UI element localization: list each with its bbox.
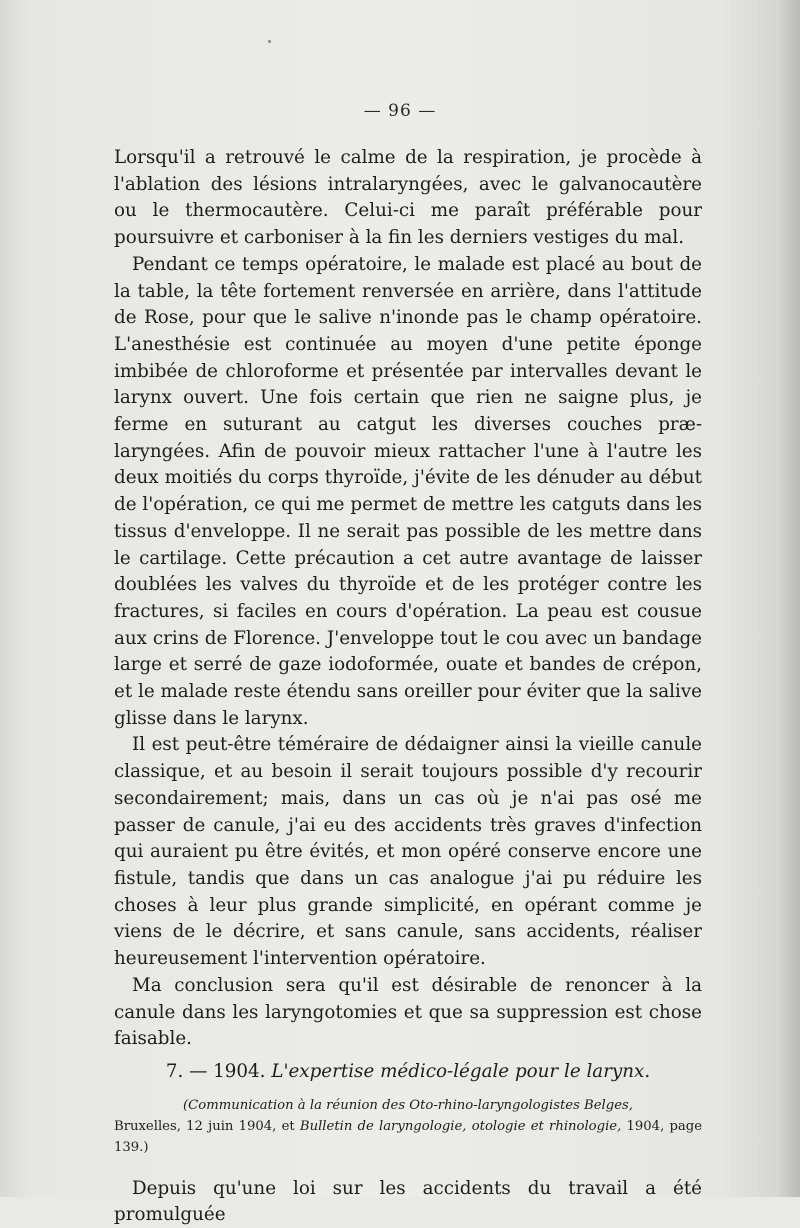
section-number: 7. — 1904. [165,1060,266,1082]
section-title: L'expertise médico-légale pour le larynx. [271,1060,651,1082]
citation-part-2b: 1904, page 139.) [114,1118,703,1155]
closing-line: Depuis qu'une loi sur les accidents du travail a été promulguée [114,1177,702,1225]
citation-part-2a: Bruxelles, 12 juin 1904, et [114,1118,300,1134]
paragraph-1: Lorsqu'il a retrouvé le calme de la respiration, je procède à l'ablation des lésions intralaryngées, avec le galvanocautère ou le thermocautère. Celui-ci me paraît préférable pour poursuivre et carboniser à la fin les derniers vestiges du mal. [114,147,702,249]
citation-open-paren: ( [183,1097,189,1113]
citation-journal: Bulletin de laryngologie, otologie et rhinologie, [299,1118,622,1134]
section-heading [114,1059,702,1085]
paragraph-2: Pendant ce temps opératoire, le malade est placé au bout de la table, la tête fortement renversée en arrière, dans l'attitude de Rose, pour que le salive n'inonde pas le champ opératoire. L'anesthésie est continuée au moyen d'une petite éponge imbibée de chloroforme et présentée par intervalles devant le larynx ouvert. Une fois certain que rien ne saigne plus, je ferme en suturant au catgut les diverses couches præ-laryngées. Afin de pouvoir mieux rattacher l'une à l'autre les deux moitiés du corps thyroïde, j'évite de les dénuder au début de l'opération, ce qui me permet de mettre les catguts dans les tissus d'enveloppe. Il ne serait pas possible de les mettre dans le cartilage. Cette précaution a cet autre avantage de laisser doublées les valves du thyroïde et de les protéger contre les fractures, si faciles en cours d'opération. La peau est cousue aux crins de Florence. J'enveloppe tout le cou avec un bandage large et serré de gaze iodoformée, ouate et bandes de crépon, et le malade reste étendu sans oreiller pour éviter que la salive glisse dans le larynx. [114,253,702,729]
paragraph-4: Ma conclusion sera qu'il est désirable de renoncer à la canule dans les laryngotomies et que sa suppression est chose faisable. [114,974,702,1050]
citation [114,1095,702,1158]
page-edge-shadow [778,0,800,1197]
dust-speck [268,40,271,43]
citation-line-1 [114,1095,702,1116]
body-text [114,145,702,1228]
paragraph-3: Il est peut-être téméraire de dédaigner ainsi la vieille canule classique, et au besoin il serait toujours possible d'y recourir secondairement; mais, dans un cas où je n'ai pas osé me passer de canule, j'ai eu des accidents très graves d'infection qui auraient pu être évités, et mon opéré conserve encore une fistule, tandis que dans un cas analogue j'ai pu réduire les choses à leur plus grande simplicité, en opérant comme je viens de le décrire, et sans canule, sans accidents, réaliser heureusement l'intervention opératoire. [114,734,702,970]
citation-line-2 [114,1116,702,1158]
page-number: — 96 — [363,101,437,121]
citation-part-1: Communication à la réunion des Oto-rhino-laryngologistes Belges, [188,1097,633,1113]
